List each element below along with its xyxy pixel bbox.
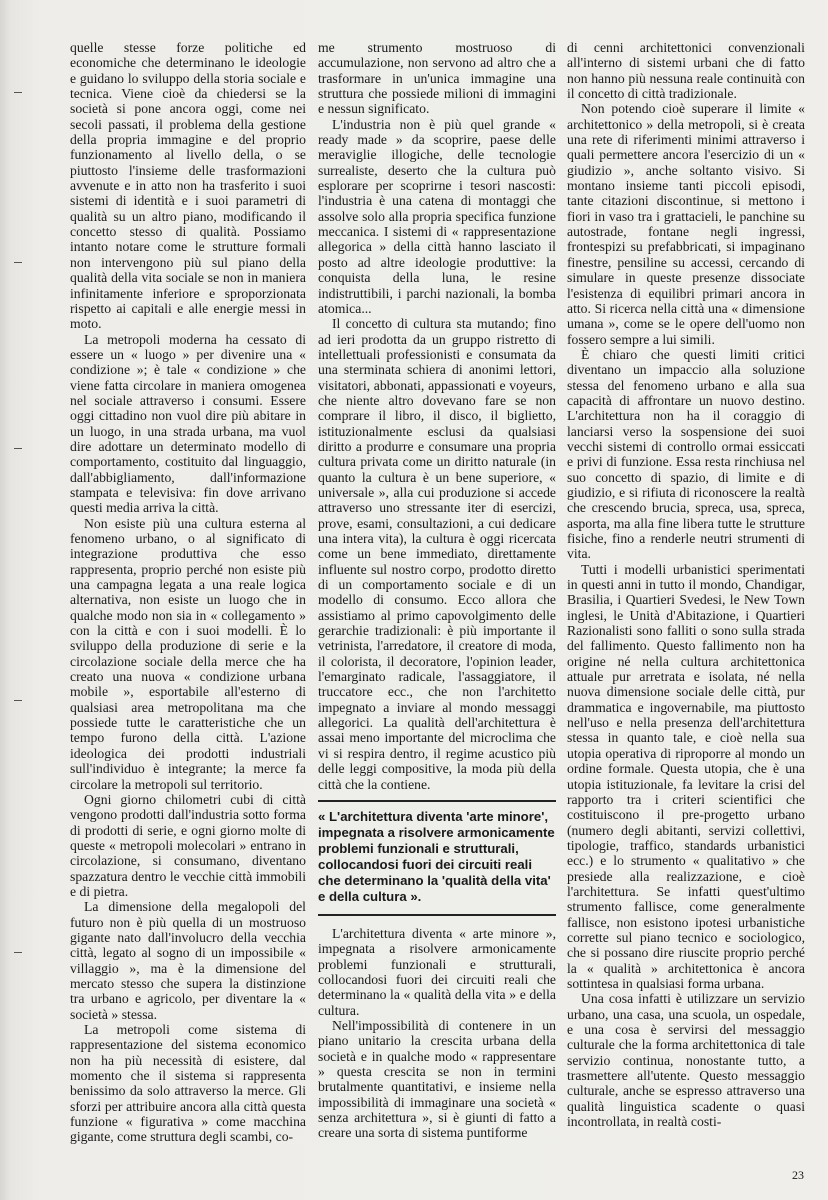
paragraph: La metropoli come sistema di rappresentazione del sistema economico non ha più necessità di esistere, dal momento che il sistema si rappresenta benissimo da solo attraverso la merce. Gli sforzi per attribuire ancora alla città questa funzione « figurativa » come macchina gigante, come struttura degli scambi, co- (70, 1022, 306, 1145)
paragraph: Non potendo cioè superare il limite « architettonico » della metropoli, si è creata una rete di riferimenti minimi attraverso i quali permettere ancora l'esercizio di un « giudizio », anche soltanto visivo. Si montano insieme tanti piccoli episodi, tante citazioni discontinue, si mettono i fiori in vaso tra i grattacieli, le panchine su autostrade, fontane negli ingressi, frontespizi su prefabbricati, si impaginano finestre, pensiline su accessi, cercando di simulare in queste presenze dissociate l'esistenza di equilibri primari ancora in atto. Si ricerca nella città una « dimensione umana », come se le opere dell'uomo non fossero sempre a lui simili. (567, 101, 805, 347)
paragraph: quelle stesse forze politiche ed economiche che determinano le ideologie e guidano lo sviluppo della storia sociale e tecnica. Viene cioè da chiedersi se la società si pone ancora oggi, come nei secoli passati, il problema della gestione della propria immagine e del proprio funzionamento al livello della, o se piuttosto l'insieme delle trasformazioni avvenute e in atto non ha trasferito i suoi sistemi di identità e i suoi parametri di qualità su un altro piano, modificando il concetto stesso di qualità. Possiamo intanto notare come le strutture formali non intervengono più sul piano della qualità della vita sociale se non in maniera infinitamente inferiore e sproporzionata rispetto ai capitali e alle energie messi in moto. (70, 40, 306, 332)
binding-mark (14, 700, 22, 701)
page-number: 23 (792, 1168, 804, 1182)
binding-mark (14, 448, 22, 449)
pull-quote: « L'architettura diventa 'arte minore', impegnata a risolvere armonicamente problemi funzionali e strutturali, collocandosi fuori dei circuiti reali che determinano la 'qualità della vita' e della cultura ». (318, 800, 556, 916)
paragraph: Nell'impossibilità di contenere in un piano unitario la crescita urbana della società e in qualche modo « rappresentare » questa crescita se non in termini brutalmente quantitativi, e insieme nella impossibilità di immaginare una società « senza architettura », si è giunti di fatto a creare una sorta di sistema puntiforme (318, 1017, 556, 1141)
paragraph: È chiaro che questi limiti critici diventano un impaccio alla soluzione stessa del fenomeno urbano e alla sua capacità di affrontare un nuovo destino. L'architettura non ha il coraggio di lanciarsi verso la sospensione dei suoi vecchi sistemi di controllo ormai essiccati e privi di funzione. Essa resta rinchiusa nel suo concetto di spazio, di limite e di giudizio, e si rifiuta di riconoscere la realtà che crescendo brucia, spreca, usa, spreca, asporta, ma alla fine libera tutte le strutture fisiche, fino a renderle neutri strumenti di vita. (567, 346, 805, 562)
paragraph: L'architettura diventa « arte minore », impegnata a risolvere armonicamente problemi funzionali e strutturali, collocandosi fuori dei circuiti reali che determinano la « qualità della vita » e della cultura. (318, 925, 556, 1018)
paragraph: di cenni architettonici convenzionali all'interno di sistemi urbani che di fatto non hanno più nessuna reale continuità con il concetto di città tradizionale. (567, 40, 805, 102)
paragraph: Una cosa infatti è utilizzare un servizio urbano, una casa, una scuola, un ospedale, e una cosa è servirsi del messaggio culturale che la forma architettonica di tale servizio continua, nonostante tutto, a trasmettere all'utente. Questo messaggio culturale, anche se espresso attraverso una qualità linguistica scadente o quasi incontrollata, in realtà costi- (567, 991, 805, 1130)
text-column-3 (567, 40, 805, 1129)
binding-mark (14, 92, 22, 93)
paragraph: Non esiste più una cultura esterna al fenomeno urbano, o al significato di integrazione produttiva che esso rappresenta, proprio perché non esiste più una campagna legata a una reale logica alternativa, non esiste un luogo che in qualche modo non sia in « collegamento » con la città e con i suoi modelli. È lo sviluppo della produzione di serie e la circolazione sociale della merce che ha creato una nuova « condizione urbana mobile », esportabile all'esterno di qualsiasi area metropolitana ma che possiede tutte le caratteristiche che un tempo furono della città. L'azione ideologica dei prodotti industriali sull'individuo è integrante; la merce fa circolare la metropoli sul territorio. (70, 515, 306, 792)
binding-mark (14, 262, 22, 263)
paragraph: me strumento mostruoso di accumulazione, non servono ad altro che a trasformare in un'unica immagine una struttura che possiede milioni di immagini e nessun significato. (318, 40, 556, 117)
text-column-2 (318, 40, 556, 1141)
paragraph: La metropoli moderna ha cessato di essere un « luogo » per divenire una « condizione »; è tale « condizione » che viene fatta circolare in maniera omogenea nel sociale attraverso i consumi. Essere oggi cittadino non vuol dire più abitare in un luogo, in una strada urbana, ma vuol dire adottare un determinato modello di comportamento, costituito dal linguaggio, dall'abbigliamento, dall'informazione stampata e televisiva: fin dove arrivano questi media arriva la città. (70, 331, 306, 516)
text-column-1 (70, 40, 306, 1145)
paragraph: Il concetto di cultura sta mutando; fino ad ieri prodotta da un gruppo ristretto di intellettuali professionisti e consumata da una sterminata schiera di anonimi lettori, visitatori, abbonati, appassionati e voyeurs, che niente altro dovevano fare se non comprare il libro, il disco, il biglietto, istituzionalmente esclusi da qualsiasi diritto a produrre e consumare una propria cultura privata come un diritto naturale (in quanto la cultura è un bene superiore, « universale », alla cui produzione si accede attraverso uno stressante iter di esercizi, prove, esami, consultazioni, a cui dedicare una intera vita), la cultura è oggi ricercata come un bene immediato, direttamente influente sul nostro corpo, prodotto diretto di un comportamento sociale e di un modello di consumo. Ecco allora che assistiamo al primo capovolgimento delle gerarchie tradizionali: è più importante il vetrinista, l'arredatore, il creatore di moda, il colorista, il decoratore, l'opinion leader, l'emarginato radicale, l'assaggiatore, il truccatore ecc., che non l'architetto impegnato a inviare al mondo messaggi allegorici. La qualità dell'architettura è assai meno importante del microclima che vi si respira dentro, il regime acustico più delle leggi compositive, la moda più della città che la contiene. (318, 316, 556, 792)
paragraph: L'industria non è più quel grande « ready made » da scoprire, paese delle meraviglie illogiche, delle tecnologie surrealiste, deserto che la cultura può esplorare per scoprirne i tesori nascosti: l'industria è una catena di montaggi che assolve solo alla propria specifica funzione meccanica. I sistemi di « rappresentazione allegorica » della città hanno lasciato il posto ad altre ideologie produttive: la conquista della luna, le resine indistruttibili, i parchi nazionali, la bomba atomica... (318, 116, 556, 316)
paragraph: Ogni giorno chilometri cubi di città vengono prodotti dall'industria sotto forma di prodotti di serie, e ogni giorno molte di queste « metropoli molecolari » entrano in circolazione, si consumano, diventano spazzatura dentro le vecchie città immobili e di pietra. (70, 791, 306, 899)
binding-mark (14, 952, 22, 953)
paragraph: La dimensione della megalopoli del futuro non è più quella di un mostruoso gigante nato dall'involucro della vecchia città, legato al sogno di un impossibile « villaggio », ma è la dimensione del mercato stesso che supera la distinzione tra urbano e agricolo, per diventare la « società » stessa. (70, 899, 306, 1022)
paragraph: Tutti i modelli urbanistici sperimentati in questi anni in tutto il mondo, Chandigar, Brasilia, i Quartieri Svedesi, le New Town inglesi, le Unità d'Abitazione, i Quartieri Razionalisti sono falliti o sono sulla strada del fallimento. Questo fallimento non ha origine né nella cultura architettonica attuale pur arretrata e isolata, né nella nuova dimensione sociale delle città, pur drammatica e ingovernabile, ma piuttosto nell'uso e nella presenza dell'architettura stessa in quanto tale, e cioè nella sua utopia operativa di riproporre al mondo un ordine formale. Questa utopia, che è una utopia istituzionale, fa levitare la crisi del rapporto tra i criteri scientifici che costituiscono il pre-progetto urbano (numero degli abitanti, servizi collettivi, tipologie, traffico, standards urbanistici ecc.) e lo strumento « qualitativo » che presiede alla realizzazione, e cioè l'architettura. Se infatti quest'ultimo strumento fallisce, come generalmente fallisce, non esistono ipotesi urbanistiche corrette sul piano tecnico e sociologico, che si possano dire riuscite proprio perché la « qualità » architettonica è ancora sottintesa in qualsiasi forma urbana. (567, 561, 805, 991)
